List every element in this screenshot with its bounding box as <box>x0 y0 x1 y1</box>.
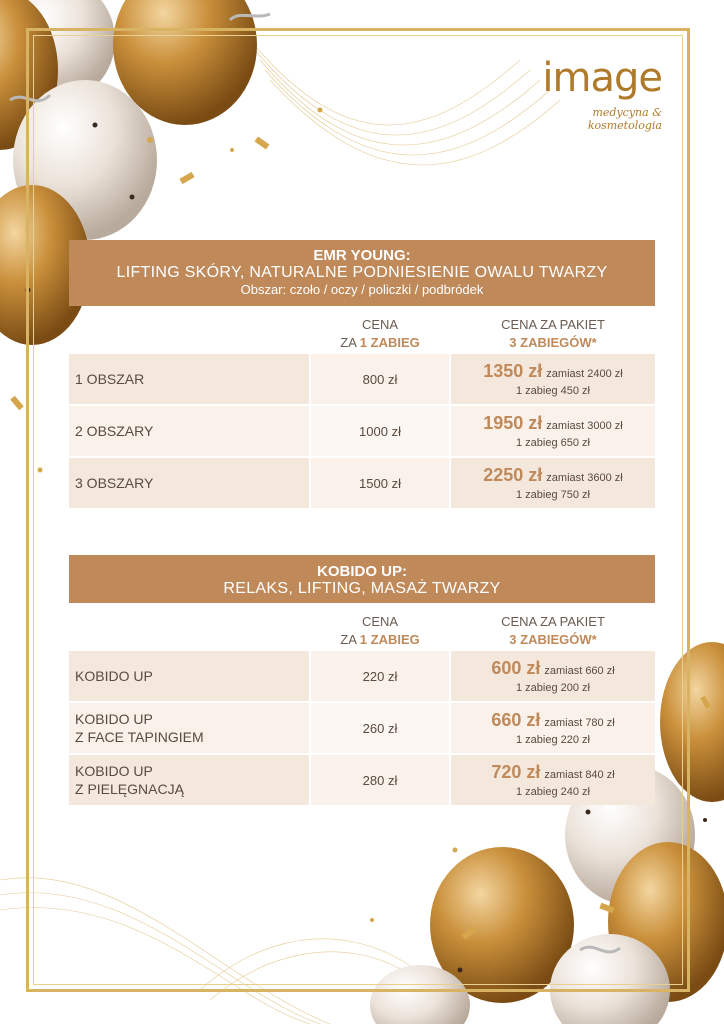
table-row <box>69 703 655 753</box>
emr-header <box>69 240 655 306</box>
per-treatment-price: 1 zabieg 200 zł <box>516 682 590 694</box>
emr-area: Obszar: czoło / oczy / policzki / podbródek <box>240 282 484 297</box>
instead-price: zamiast 2400 zł <box>546 368 623 380</box>
package-cell <box>451 458 655 508</box>
single-price: 1500 zł <box>311 458 449 508</box>
treatment-name: KOBIDO UP Z FACE TAPINGIEM <box>69 703 309 753</box>
kobido-title: KOBIDO UP: <box>317 563 407 580</box>
instead-price: zamiast 780 zł <box>544 717 615 729</box>
package-price: 720 zł <box>491 762 541 782</box>
treatment-name: 2 OBSZARY <box>69 406 309 456</box>
kobido-up-section <box>69 555 655 807</box>
instead-price: zamiast 840 zł <box>544 769 615 781</box>
package-price-header: CENA ZA PAKIET 3 ZABIEGÓW* <box>501 614 605 647</box>
per-treatment-price: 1 zabieg 220 zł <box>516 734 590 746</box>
kobido-header <box>69 555 655 603</box>
single-price-header: CENA ZA 1 ZABIEG <box>340 317 420 350</box>
package-price: 660 zł <box>491 710 541 730</box>
kobido-subtitle: RELAKS, LIFTING, MASAŻ TWARZY <box>223 580 501 597</box>
package-price: 1950 zł <box>483 413 543 433</box>
brand-logo <box>516 55 676 132</box>
per-treatment-price: 1 zabieg 750 zł <box>516 489 590 501</box>
single-price: 280 zł <box>311 755 449 805</box>
kobido-column-headers <box>69 603 655 651</box>
treatment-name: 1 OBSZAR <box>69 354 309 404</box>
per-treatment-price: 1 zabieg 650 zł <box>516 437 590 449</box>
brand-tagline: medycyna & kosmetologia <box>587 106 662 132</box>
treatment-name: 3 OBSZARY <box>69 458 309 508</box>
emr-title: EMR YOUNG: <box>313 247 411 264</box>
table-row <box>69 354 655 404</box>
single-price: 260 zł <box>311 703 449 753</box>
package-price-header: CENA ZA PAKIET 3 ZABIEGÓW* <box>501 317 605 350</box>
table-row <box>69 755 655 805</box>
table-row <box>69 458 655 508</box>
single-price: 800 zł <box>311 354 449 404</box>
emr-subtitle: LIFTING SKÓRY, NATURALNE PODNIESIENIE OWALU TWARZY <box>116 264 608 281</box>
emr-column-headers <box>69 306 655 354</box>
per-treatment-price: 1 zabieg 450 zł <box>516 385 590 397</box>
per-treatment-price: 1 zabieg 240 zł <box>516 786 590 798</box>
balloon <box>660 642 724 802</box>
treatment-name: KOBIDO UP <box>69 651 309 701</box>
package-cell <box>451 406 655 456</box>
table-row <box>69 651 655 701</box>
brand-name: image <box>542 55 662 101</box>
package-price: 2250 zł <box>483 465 543 485</box>
instead-price: zamiast 3600 zł <box>546 472 623 484</box>
single-price-header: CENA ZA 1 ZABIEG <box>340 614 420 647</box>
table-row <box>69 406 655 456</box>
treatment-name: KOBIDO UP Z PIELĘGNACJĄ <box>69 755 309 805</box>
single-price: 1000 zł <box>311 406 449 456</box>
single-price: 220 zł <box>311 651 449 701</box>
package-price: 1350 zł <box>483 361 543 381</box>
package-cell <box>451 354 655 404</box>
instead-price: zamiast 3000 zł <box>546 420 623 432</box>
package-cell <box>451 703 655 753</box>
package-price: 600 zł <box>491 658 541 678</box>
emr-young-section <box>69 240 655 510</box>
instead-price: zamiast 660 zł <box>544 665 615 677</box>
package-cell <box>451 651 655 701</box>
package-cell <box>451 755 655 805</box>
